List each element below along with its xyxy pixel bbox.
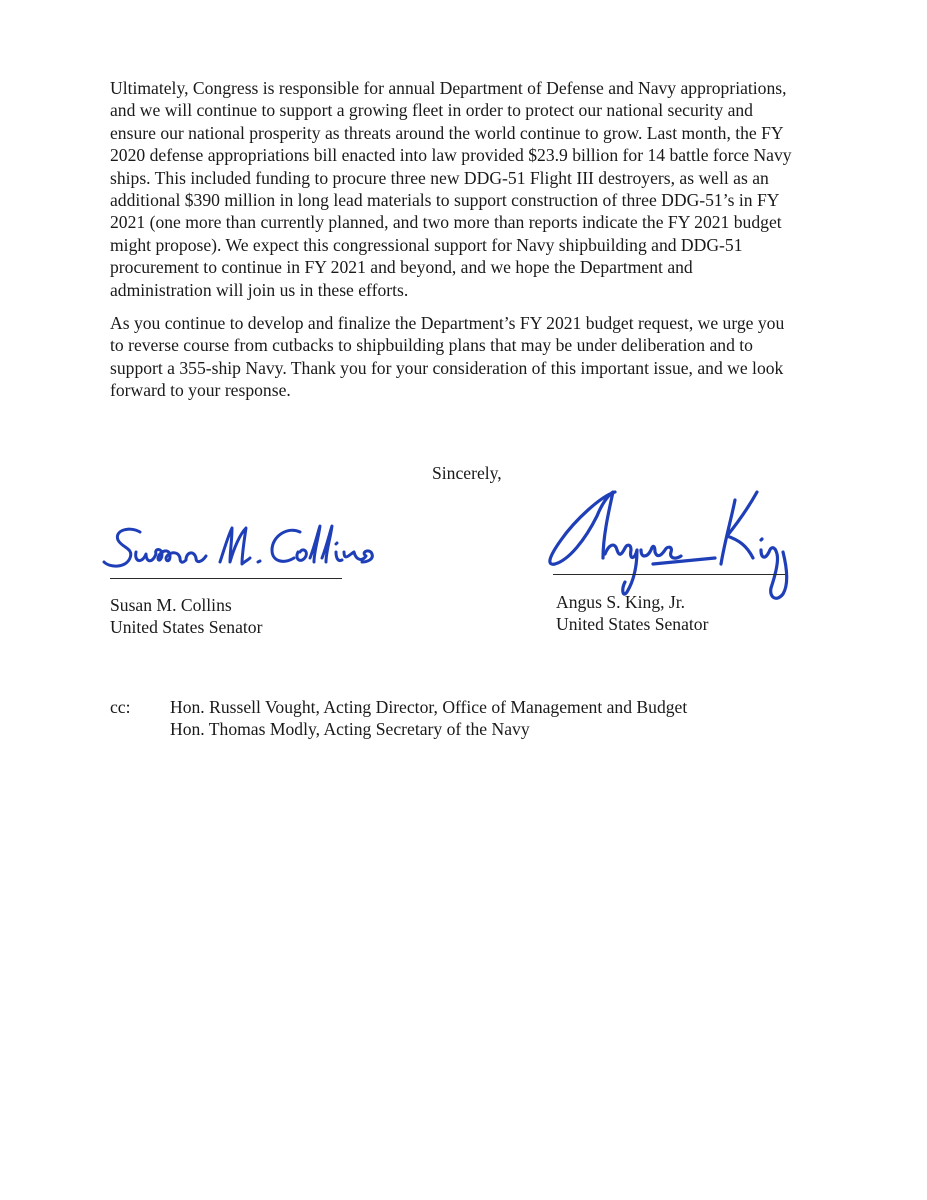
text-line: 2020 defense appropriations bill enacted into law provided $23.9 billion for 14 battle force Navy bbox=[110, 145, 792, 166]
closing-salutation: Sincerely, bbox=[432, 463, 502, 483]
signatory-name: Susan M. Collins bbox=[110, 595, 232, 615]
signatory-name: Angus S. King, Jr. bbox=[556, 592, 686, 612]
signature-collins-image bbox=[100, 518, 400, 578]
text-line: 2021 (one more than currently planned, and two more than reports indicate the FY 2021 budget bbox=[110, 212, 782, 233]
signatory-title: United States Senator bbox=[110, 617, 263, 637]
text-line: ensure our national prosperity as threats around the world continue to grow. Last month, the FY bbox=[110, 122, 784, 143]
body-paragraph-1 bbox=[110, 77, 830, 301]
cc-label: cc: bbox=[110, 697, 131, 717]
cc-recipient-list bbox=[170, 696, 687, 740]
text-line: might propose). We expect this congressional support for Navy shipbuilding and DDG-51 bbox=[110, 234, 743, 255]
text-line: As you continue to develop and finalize the Department’s FY 2021 budget request, we urge you bbox=[110, 313, 785, 333]
signature-king-image bbox=[525, 480, 805, 605]
body-paragraph-2 bbox=[110, 312, 830, 402]
text-line: administration will join us in these efforts. bbox=[110, 279, 409, 300]
signatory-title: United States Senator bbox=[556, 614, 709, 634]
text-line: ships. This included funding to procure three new DDG-51 Flight III destroyers, as well as an bbox=[110, 167, 769, 188]
signature-line bbox=[110, 578, 342, 579]
text-line: Ultimately, Congress is responsible for annual Department of Defense and Navy appropriations, bbox=[110, 78, 787, 98]
text-line: and we will continue to support a growing fleet in order to protect our national security and bbox=[110, 100, 753, 121]
text-line: to reverse course from cutbacks to shipbuilding plans that may be under deliberation and to bbox=[110, 335, 753, 356]
cc-recipient: Hon. Russell Vought, Acting Director, Office of Management and Budget bbox=[170, 697, 688, 717]
signature-line bbox=[553, 574, 785, 575]
text-line: forward to your response. bbox=[110, 380, 291, 401]
text-line: support a 355-ship Navy. Thank you for your consideration of this important issue, and we look bbox=[110, 357, 784, 378]
cc-recipient: Hon. Thomas Modly, Acting Secretary of the Navy bbox=[170, 719, 530, 739]
text-line: procurement to continue in FY 2021 and beyond, and we hope the Department and bbox=[110, 257, 693, 278]
text-line: additional $390 million in long lead materials to support construction of three DDG-51’s in FY bbox=[110, 190, 780, 211]
